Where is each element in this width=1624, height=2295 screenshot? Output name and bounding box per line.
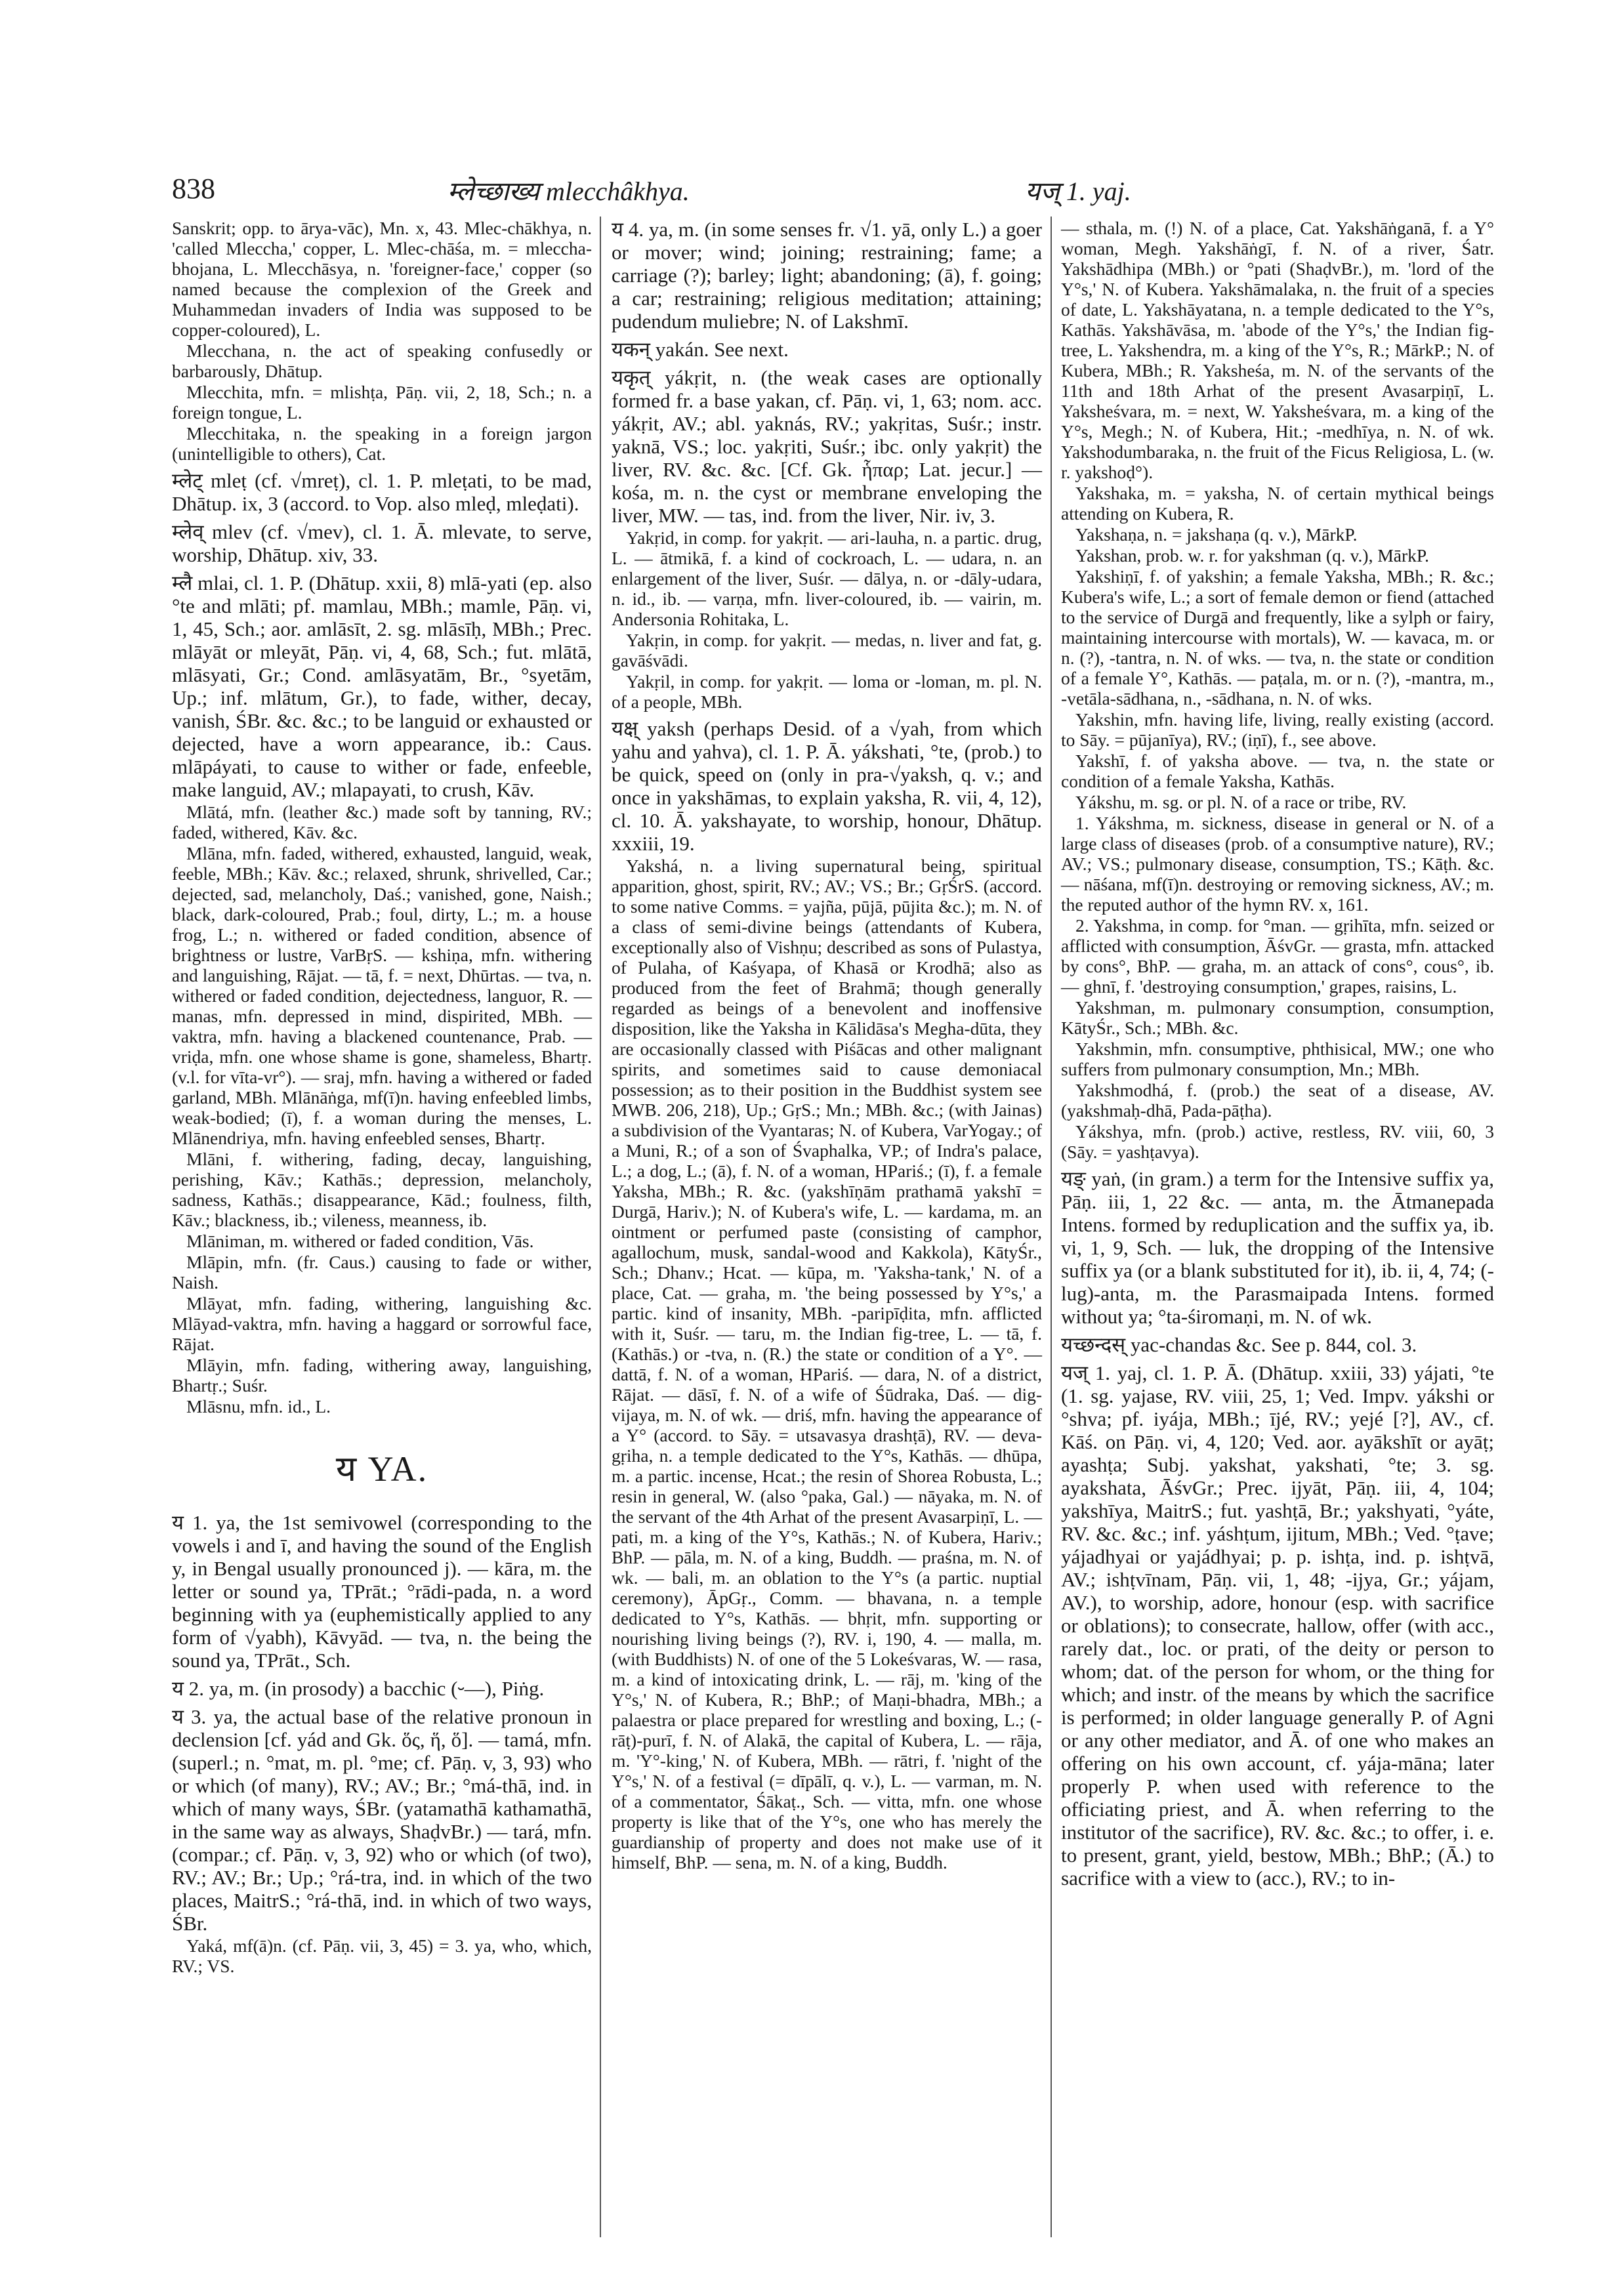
entry: Yákshya, mfn. (prob.) active, restless, RV. viii, 60, 3 (Sāy. = yashṭavya). (1061, 1121, 1494, 1162)
entry: Yakshiṇī, f. of yakshin; a female Yaksha, MBh.; R. &c.; Kubera's wife, L.; a sort of female demon or fiend (attached to the service of Durgā and frequently, like a sylph or fairy, maintaining intercourse with mortals), W. — kavaca, m. or n. (?), -tantra, n. N. of wks. — tva, n. the state or condition of a female Y°, Kathās. — paṭala, m. or n. (?), -mantra, m., -vetāla-sādhana, n., -sādhana, n. N. of wks. (1061, 566, 1494, 709)
headword-entry: यकन् yakán. See next. (612, 338, 789, 361)
entry: Yakshaka, m. = yaksha, N. of certain mythical beings attending on Kubera, R. (1061, 483, 1494, 524)
section-heading: य YA. (335, 1449, 428, 1489)
entry: Yakshá, n. a living supernatural being, spiritual apparition, ghost, spirit, RV.; AV.; VS.; Br.; GṛŚrS. (accord. to some native Comms. = yajña, pūjā, pūjita &c.); m. N. of a class of semi-divine beings (attendants of Kubera, exceptionally also of Vishṇu; described as sons of Pulastya, of Pulaha, of Kaśyapa, of Khasā or Krodhā; also as produced from the feet of Brahmā; though generally regarded as beings of a benevolent and inoffensive disposition, like the Yaksha in Kālidāsa's Megha-dūta, they are occasionally classed with Piśācas and other malignant spirits, and sometimes said to cause demoniacal possession; as to their position in the Buddhist system see MWB. 206, 218), Up.; GṛS.; Mn.; MBh. &c.; (with Jainas) a subdivision of the Vyantaras; N. of Kubera, VarYogay.; of a Muni, R.; of a son of Śvaphalka, VP.; of Indra's palace, L.; a dog, L.; (ā), f. N. of a woman, HPariś.; (ī), f. a female Yaksha, MBh.; R. &c. (yakshīṇām prathamā yakshī = Durgā, Hariv.); N. of Kubera's wife, L. — kardama, m. an ointment or perfumed paste (consisting of camphor, agallochum, musk, sandal-wood and Kakkola), KātyŚr., Sch.; Dhanv.; Hcat. — kūpa, m. 'Yaksha-tank,' N. of a place, Cat. — graha, m. 'the being possessed by Y°s,' a partic. kind of insanity, MBh. -paripīḍita, mfn. afflicted with it, Suśr. — taru, m. the Indian fig-tree, L. — tā, f. (Kathās.) or -tva, n. (R.) the state or condition of a Y°. — dattā, f. N. of a woman, HPariś. — dara, N. of a district, Rājat. — dāsī, f. N. of a wife of Śūdraka, Daś. — dig-vijaya, m. N. of wk. — driś, mfn. having the appearance of a Y° (accord. to Sāy. = utsavasya drashṭā), RV. — deva-gṛiha, n. a temple dedicated to the Y°s, Kathās. — dhūpa, m. a partic. incense, Hcat.; the resin of Shorea Robusta, L.; resin in general, W. (also °paka, Gal.) — nāyaka, m. N. of the servant of the 4th Arhat of the present Avasarpiṇī, L. — pati, m. a king of the Y°s, Kathās.; N. of Kubera, Hariv.; BhP. — pāla, m. N. of a king, Buddh. — praśna, m. N. of wk. — bali, m. an oblation to the Y°s (a partic. nuptial ceremony), ĀpGṛ., Comm. — bhavana, n. a temple dedicated to Y°s, Kathās. — bhṛit, mfn. supporting or nourishing living beings (?), RV. i, 190, 4. — malla, m. (with Buddhists) N. of one of the 5 Lokeśvaras, W. — rasa, m. a kind of intoxicating drink, L. — rāj, m. 'king of the Y°s,' N. of Kubera, R.; BhP.; of Maṇi-bhadra, MBh.; a palaestra or place prepared for wrestling and boxing, L.; (-rāṭ)-purī, f. N. of Alakā, the capital of Kubera, L. — rāja, m. 'Y°-king,' N. of Kubera, MBh. — rātri, f. 'night of the Y°s,' N. of a festival (= dīpālī, q. v.), L. — varman, m. N. of a commentator, Śākaṭ., Sch. — vitta, mfn. one whose property is like that of the Y°s, one who has merely the guardianship of property and does not make use of it himself, BhP. — sena, m. N. of a king, Buddh. (612, 856, 1042, 1872)
page-header (172, 172, 1491, 218)
entry: Mlāniman, m. withered or faded condition, Vās. (186, 1231, 534, 1251)
headword-entry: यज् 1. yaj, cl. 1. P. Ā. (Dhātup. xxiii, 33) yájati, °te (1. sg. yajase, RV. viii, 25, 1; Ved. Impv. yákshi or °shva; pf. iyája, MBh.; ījé, RV.; yejé [?], AV., cf. Kāś. on Pāṇ. vi, 4, 120; Ved. aor. ayākshīt or ayāṭ; ayashṭa; Subj. yakshat, yakshati, °te; 3. sg. ayakshata, ĀśvGr.; Prec. ijyāt, Pāṇ. iii, 4, 104; yakshīya, MaitrS.; fut. yashṭā, Br.; yakshyati, °yáte, RV. &c. &c.; inf. yáshṭum, ijitum, MBh.; Ved. °ṭave; yájadhyai or yajádhyai; p. p. ishṭa, ind. p. ishṭvā, AV.; ishṭvīnam, Pāṇ. vii, 1, 48; -ijya, Gr.; yájam, AV.), to worship, adore, honour (esp. with sacrifice or oblations); to consecrate, hallow, offer (with acc., rarely dat., loc. or prati, of the deity or person to whom; dat. of the person for whom, or the thing for which; and instr. of the means by which the sacrifice is performed; in older language generally P. of Agni or any other mediator, and Ā. of one who makes an offering on his own account, cf. yája-māna; later properly P. when used with reference to the officiating priest, and Ā. when referring to the institutor of the sacrifice), RV. &c. &c.; to offer, i. e. to present, grant, yield, bestow, MBh.; BhP.; (Ā.) to sacrifice with a view to (acc.), RV.; to in- (1061, 1361, 1494, 1890)
entry: Mlāni, f. withering, fading, decay, languishing, perishing, Kāv.; Kathās.; depression, melancholy, sadness, Kathās.; disappearance, Kād.; foulness, filth, Kāv.; blackness, ib.; vileness, meanness, ib. (172, 1149, 592, 1230)
header-left-keyword: म्लेच्छाख्य mlecchâkhya. (448, 176, 690, 206)
entry: Yakshan, prob. w. r. for yakshman (q. v.), MārkP. (1075, 545, 1430, 566)
entry: Mlecchitaka, n. the speaking in a foreign jargon (unintelligible to others), Cat. (172, 423, 592, 464)
header-right-keyword: यज् 1. yaj. (1025, 176, 1131, 206)
entry: Mlāna, mfn. faded, withered, exhausted, languid, weak, feeble, MBh.; Kāv. &c.; relaxed, shrunk, shrivelled, Car.; dejected, sad, melancholy, Daś.; vanished, gone, Naish.; black, dark-coloured, Prab.; foul, dirty, L.; m. a house frog, L.; n. withered or faded condition, absence of brightness or lustre, VarBṛS. — kshiṇa, mfn. withering and languishing, Rājat. — tā, f. = next, Dhūrtas. — tva, n. withered or faded condition, dejectedness, languor, R. — manas, mfn. depressed in mind, dispirited, MBh. — vaktra, mfn. having a blackened countenance, Prab. — vriḍa, mfn. one whose shame is gone, shameless, Bhartṛ. (v.l. for vīta-vr°). — sraj, mfn. having a withered or faded garland, MBh. Mlānāṅga, mf(ī)n. having enfeebled limbs, weak-bodied; (ī), f. a woman during the menses, L. Mlānendriya, mfn. having enfeebled senses, Bhartṛ. (172, 843, 592, 1148)
entry: Sanskrit; opp. to ārya-vāc), Mn. x, 43. Mlec-chākhya, n. 'called Mleccha,' copper, L. Mlec-chāśa, m. = mleccha-bhojana, L. Mlecchāsya, n. 'foreigner-face,' copper (so named because the complexion of the Greek and Muhammedan invaders of India was supposed to be copper-coloured), L. (172, 218, 592, 340)
column-3 (1061, 218, 1494, 1890)
headword-entry: म्लै mlai, cl. 1. P. (Dhātup. xxii, 8) mlā-yati (ep. also °te and mlāti; pf. mamlau, MBh.; mamle, Pāṇ. vi, 1, 45, Sch.; aor. amlāsīt, 2. sg. mlāsīḥ, MBh.; Prec. mlāyāt or mleyāt, Pāṇ. vi, 4, 68, Sch.; fut. mlātā, mlāsyati, Gr.; Cond. amlāsyatām, Br., °syetām, Up.; inf. mlātum, Gr.), to fade, wither, decay, vanish, ŚBr. &c. &c.; to be languid or exhausted or dejected, have a worn appearance, ib.: Caus. mlāpáyati, to cause to wither or fade, enfeeble, make languid, AV.; mlapayati, to crush, Kāv. (172, 571, 592, 801)
headword-entry: यक्ष् yaksh (perhaps Desid. of a √yah, from which yahu and yahva), cl. 1. P. Ā. yákshati, °te, (prob.) to be quick, speed on (only in pra-√yaksh, q. v.; and once in yakshāmas, to explain yaksha, R. vii, 4, 12), cl. 10. Ā. yakshayate, to worship, honour, Dhātup. xxxiii, 19. (612, 717, 1042, 855)
entry: Mlecchana, n. the act of speaking confusedly or barbarously, Dhātup. (172, 341, 592, 381)
column-rule-left (600, 217, 601, 2237)
headword-entry: म्लेट् mleṭ (cf. √mreṭ), cl. 1. P. mleṭati, to be mad, Dhātup. ix, 3 (accord. to Vop. also mleḍ, mleḍati). (172, 469, 592, 515)
headword-entry: य 3. ya, the actual base of the relative pronoun in declension [cf. yád and Gk. ὅς, ἥ, ὅ]. — tamá, mfn. (superl.; n. °mat, m. pl. °me; cf. Pāṇ. v, 3, 93) who or which (of many), RV.; AV.; Br.; °má-thā, ind. in which of many ways, ŚBr. (yatamathā kathamathā, in the same way as always, ShaḍvBr.) — tará, mfn. (compar.; cf. Pāṇ. v, 3, 92) who or which (of two), RV.; AV.; Br.; Up.; °rá-tra, ind. in which of the two places, MaitrS.; °rá-thā, ind. in which of two ways, ŚBr. (172, 1705, 592, 1935)
entry: Yakṛid, in comp. for yakṛit. — ari-lauha, n. a partic. drug, L. — ātmikā, f. a kind of cockroach, L. — udara, n. an enlargement of the liver, Suśr. — dālya, n. or -dāly-udara, n. id., ib. — varṇa, mfn. liver-coloured, ib. — vairin, m. Andersonia Rohitaka, L. (612, 527, 1042, 629)
entry: Mlāpin, mfn. (fr. Caus.) causing to fade or wither, Naish. (172, 1252, 592, 1292)
entry: Yákshu, m. sg. or pl. N. of a race or tribe, RV. (1075, 792, 1407, 812)
entry: Mlātá, mfn. (leather &c.) made soft by tanning, RV.; faded, withered, Kāv. &c. (172, 802, 592, 842)
headword-entry: य 4. ya, m. (in some senses fr. √1. yā, only L.) a goer or mover; wind; joining; restraining; fame; a carriage (?); barley; light; abandoning; (ā), f. going; a car; restraining; religious meditation; attaining; pudendum muliebre; N. of Lakshmī. (612, 218, 1042, 333)
entry: Mlāyat, mfn. fading, withering, languishing &c. Mlāyad-vaktra, mfn. having a haggard or sorrowful face, Rājat. (172, 1293, 592, 1354)
entry: Mlāyin, mfn. fading, withering away, languishing, Bhartṛ.; Suśr. (172, 1355, 592, 1396)
entry: 2. Yakshma, in comp. for °man. — gṛihīta, mfn. seized or afflicted with consumption, ĀśvGr. — grasta, mfn. attacked by cons°, BhP. — graha, m. an attack of cons°, cous°, ib. — ghnī, f. 'destroying consumption,' grapes, raisins, L. (1061, 915, 1494, 997)
headword-entry: य 2. ya, m. (in prosody) a bacchic (⏑‒‒), Piṅg. (172, 1677, 545, 1700)
entry: Yakshmin, mfn. consumptive, phthisical, MW.; one who suffers from pulmonary consumption, Mn.; MBh. (1061, 1039, 1494, 1079)
entry: Yakshmodhá, f. (prob.) the seat of a disease, AV. (yakshmaḥ-dhā, Pada-pāṭha). (1061, 1080, 1494, 1121)
headword-entry: य 1. ya, the 1st semivowel (corresponding to the vowels i and ī, and having the sound of the English y, in Bengal usually pronounced j). — kāra, m. the letter or sound ya, TPrāt.; °rādi-pada, n. a word beginning with ya (euphemistically applied to any form of √yabh), Kāvyād. — tva, n. the being the sound ya, TPrāt., Sch. (172, 1511, 592, 1672)
headword-entry: यङ् yaṅ, (in gram.) a term for the Intensive suffix ya, Pāṇ. iii, 1, 22 &c. — anta, m. the Ātmanepada Intens. formed by reduplication and the suffix ya, ib. vi, 1, 9, Sch. — luk, the dropping of the Intensive suffix ya (or a blank substituted for it), ib. ii, 4, 74; (-lug)-anta, m. the Parasmaipada Intens. formed without ya; °ta-śiromaṇi, m. N. of wk. (1061, 1167, 1494, 1328)
column-1 (172, 218, 592, 1977)
entry: 1. Yákshma, m. sickness, disease in general or N. of a large class of diseases (prob. of a consumptive nature), RV.; AV.; VS.; pulmonary disease, consumption, TS.; Kāṭh. &c. — nāśana, mf(ī)n. destroying or removing sickness, AV.; m. the reputed author of the hymn RV. x, 161. (1061, 813, 1494, 915)
entry: Yakshaṇa, n. = jakshaṇa (q. v.), MārkP. (1075, 524, 1358, 545)
entry: — sthala, m. (!) N. of a place, Cat. Yakshāṅganā, f. a Y° woman, Megh. Yakshāṅgī, f. N. of a river, Śatr. Yakshādhipa (MBh.) or °pati (ShaḍvBr.), m. 'lord of the Y°s,' N. of Kubera. Yakshāmalaka, n. the fruit of a species of date, L. Yakshāyatana, n. a temple dedicated to the Y°s, Kathās. Yakshāvāsa, m. 'abode of the Y°s,' the Indian fig-tree, L. Yakshendra, m. a king of the Y°s, R.; MārkP.; N. of Kubera, MBh.; R. Yaksheśa, m. N. of the servants of the 11th and 18th Arhat of the present Avasarpiṇī, L. Yaksheśvara, m. = next, W. Yaksheśvara, m. a king of the Y°s, Megh.; N. of Kubera, Hit.; -medhīya, n. N. of wk. Yakshodumbaraka, n. the fruit of the Ficus Religiosa, L. (w. r. yakshoḍ°). (1061, 218, 1494, 482)
column-rule-right (1051, 217, 1052, 2237)
entry: Yakshin, mfn. having life, living, really existing (accord. to Sāy. = pūjanīya), RV.; (iṇī), f., see above. (1061, 709, 1494, 750)
headword-entry: यकृत् yákṛit, n. (the weak cases are optionally formed fr. a base yakan, cf. Pāṇ. vi, 1, 63; nom. acc. yákṛit, AV.; abl. yaknás, RV.; yakṛitas, Suśr.; instr. yaknā, VS.; loc. yakṛiti, Suśr.; ibc. only yakṛit) the liver, RV. &c. &c. [Cf. Gk. ἧπαρ; Lat. jecur.] — kośa, m. n. the cyst or membrane enveloping the liver, MW. — tas, ind. from the liver, Nir. iv, 3. (612, 366, 1042, 527)
headword-entry: यच्छन्दस् yac-chandas &c. See p. 844, col. 3. (1061, 1333, 1417, 1356)
entry: Yakshī, f. of yaksha above. — tva, n. the state or condition of a female Yaksha, Kathās. (1061, 751, 1494, 791)
page-number: 838 (172, 173, 215, 205)
headword-entry: म्लेव् mlev (cf. √mev), cl. 1. Ā. mlevate, to serve, worship, Dhātup. xiv, 33. (172, 520, 592, 566)
column-2 (612, 218, 1042, 1873)
entry: Yaká, mf(ā)n. (cf. Pāṇ. vii, 3, 45) = 3. ya, who, which, RV.; VS. (172, 1935, 592, 1976)
entry: Mlāsnu, mfn. id., L. (186, 1396, 331, 1416)
entry: Yakṛin, in comp. for yakṛit. — medas, n. liver and fat, g. gavāśvādi. (612, 630, 1042, 671)
entry: Yakshman, m. pulmonary consumption, consumption, KātyŚr., Sch.; MBh. &c. (1061, 997, 1494, 1038)
entry: Mlecchita, mfn. = mlishṭa, Pāṇ. vii, 2, 18, Sch.; n. a foreign tongue, L. (172, 382, 592, 423)
entry: Yakṛil, in comp. for yakṛit. — loma or -loman, m. pl. N. of a people, MBh. (612, 671, 1042, 712)
